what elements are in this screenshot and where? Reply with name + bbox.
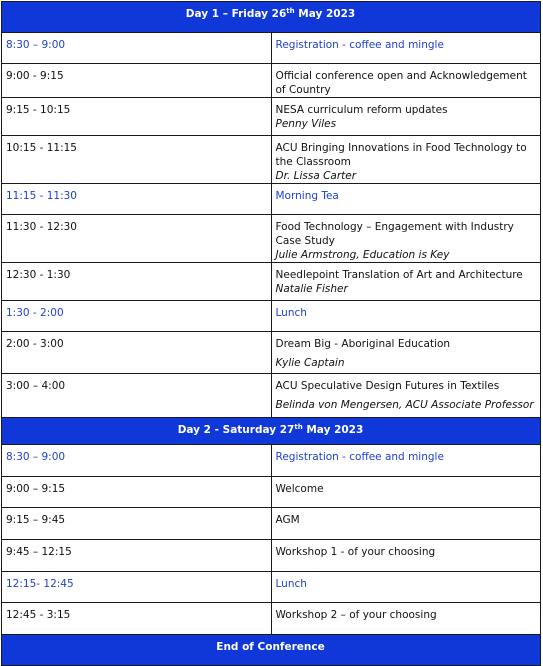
session-cell: [271, 445, 541, 477]
time-cell: 9:00 - 9:15: [2, 64, 272, 98]
conference-schedule-table: [1, 1, 541, 666]
session-cell: [271, 98, 541, 136]
schedule-row: [2, 572, 541, 603]
schedule-row: [2, 603, 541, 635]
day1-header-row: [2, 2, 541, 33]
time-cell: 12:15- 12:45: [2, 572, 272, 603]
footer-row: [2, 635, 541, 666]
schedule-row: [2, 136, 541, 184]
day2-header: [2, 418, 541, 445]
schedule-row: [2, 33, 541, 64]
session-presenter: Natalie Fisher: [275, 283, 348, 295]
day2-title-sup: th: [294, 423, 303, 431]
day1-header: [2, 2, 541, 33]
schedule-row: [2, 263, 541, 301]
session-presenter: Belinda von Mengersen, ACU Associate Professor: [275, 399, 534, 411]
session-presenter: Julie Armstrong, Education is Key: [275, 249, 450, 261]
session-title: Lunch: [275, 307, 307, 319]
session-title: ACU Bringing Innovations in Food Technology to the Classroom: [275, 142, 527, 168]
session-title: Welcome: [275, 483, 324, 495]
time-cell: 10:15 - 11:15: [2, 136, 272, 184]
schedule-row: [2, 332, 541, 374]
session-cell: [271, 301, 541, 332]
schedule-row: [2, 64, 541, 98]
session-cell: [271, 477, 541, 508]
time-cell: 3:00 – 4:00: [2, 374, 272, 418]
session-title: Workshop 1 - of your choosing: [275, 546, 436, 558]
session-title: Workshop 2 – of your choosing: [275, 609, 437, 621]
session-title: Needlepoint Translation of Art and Architecture: [275, 269, 523, 281]
session-title: Food Technology – Engagement with Industry Case Study: [275, 221, 514, 247]
session-cell: [271, 374, 541, 418]
day1-title-suffix: May 2023: [294, 8, 356, 20]
schedule-row: [2, 540, 541, 572]
time-cell: 9:45 – 12:15: [2, 540, 272, 572]
time-cell: 2:00 - 3:00: [2, 332, 272, 374]
end-of-conference-banner: End of Conference: [2, 635, 541, 666]
time-cell: 9:15 - 10:15: [2, 98, 272, 136]
schedule-row: [2, 184, 541, 215]
session-presenter: Kylie Captain: [275, 357, 345, 369]
schedule-row: [2, 508, 541, 540]
session-cell: [271, 508, 541, 540]
schedule-row: [2, 445, 541, 477]
session-presenter: Dr. Lissa Carter: [275, 170, 357, 182]
time-cell: 9:00 – 9:15: [2, 477, 272, 508]
time-cell: 9:15 – 9:45: [2, 508, 272, 540]
session-presenter: Penny Viles: [275, 118, 337, 130]
schedule-row: [2, 215, 541, 263]
day1-title-sup: th: [286, 7, 295, 15]
session-title: ACU Speculative Design Futures in Textiles: [275, 380, 500, 392]
session-title: Morning Tea: [275, 190, 339, 202]
session-title: AGM: [275, 514, 300, 526]
day1-title-prefix: Day 1 – Friday 26: [185, 8, 287, 20]
session-title: Dream Big - Aboriginal Education: [275, 338, 451, 350]
session-title: Registration - coffee and mingle: [275, 451, 444, 463]
time-cell: 12:45 - 3:15: [2, 603, 272, 635]
schedule-row: [2, 98, 541, 136]
time-cell: 8:30 – 9:00: [2, 445, 272, 477]
session-title: Official conference open and Acknowledgement of Country: [275, 70, 527, 96]
day2-title-prefix: Day 2 - Saturday 27: [177, 424, 295, 436]
time-cell: 11:15 - 11:30: [2, 184, 272, 215]
day2-title-suffix: May 2023: [302, 424, 364, 436]
time-cell: 11:30 - 12:30: [2, 215, 272, 263]
day2-header-row: [2, 418, 541, 445]
session-cell: [271, 263, 541, 301]
time-cell: 1:30 - 2:00: [2, 301, 272, 332]
session-title: Registration - coffee and mingle: [275, 39, 444, 51]
session-cell: [271, 572, 541, 603]
session-cell: [271, 64, 541, 98]
time-cell: 8:30 – 9:00: [2, 33, 272, 64]
schedule-row: [2, 301, 541, 332]
session-cell: [271, 540, 541, 572]
session-cell: [271, 136, 541, 184]
schedule-row: [2, 374, 541, 418]
time-cell: 12:30 - 1:30: [2, 263, 272, 301]
session-title: NESA curriculum reform updates: [275, 104, 448, 116]
session-cell: [271, 215, 541, 263]
session-cell: [271, 603, 541, 635]
session-cell: [271, 33, 541, 64]
session-cell: [271, 332, 541, 374]
session-title: Lunch: [275, 578, 307, 590]
session-cell: [271, 184, 541, 215]
schedule-row: [2, 477, 541, 508]
